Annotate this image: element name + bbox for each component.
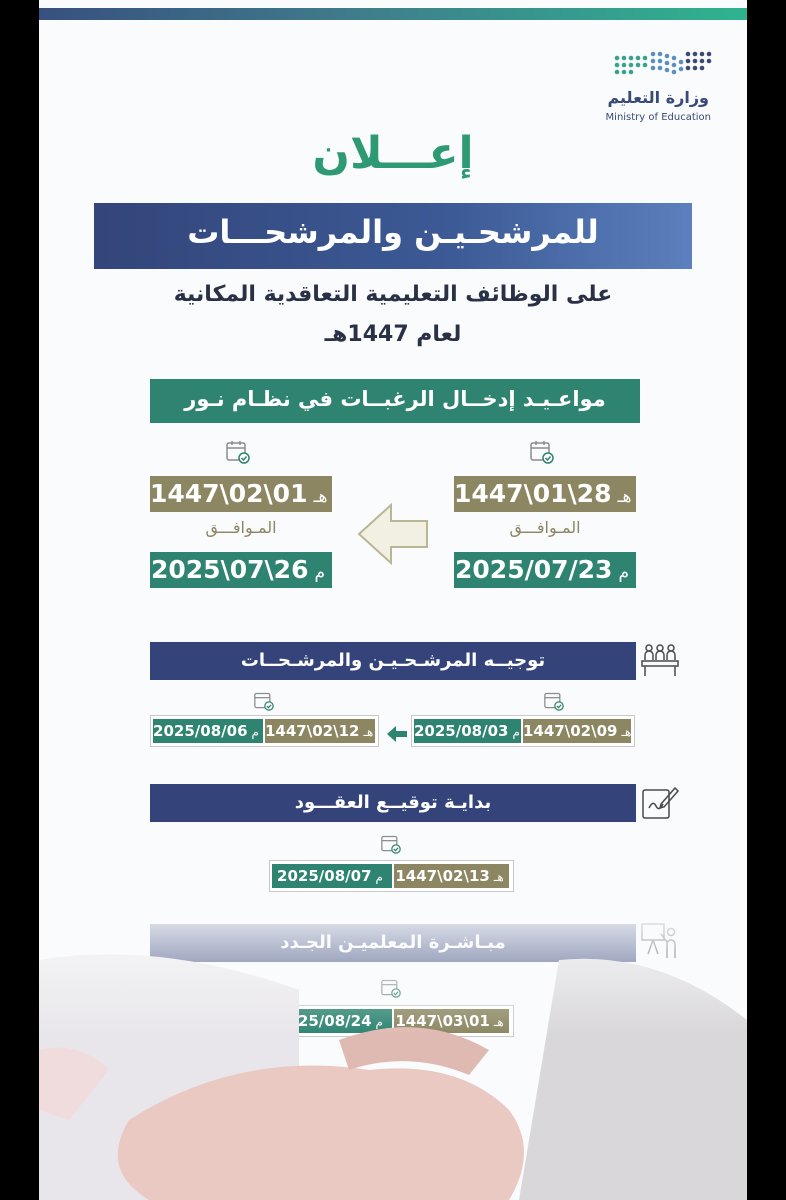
subtitle-line-2: لعام 1447هـ [324,322,462,347]
guidance-end-gregorian [153,719,263,743]
calendar-icon [226,440,250,464]
calendar-icon [381,834,401,854]
meeting-people-icon [639,640,681,680]
logo-dots-icon [613,48,713,82]
hijri-date: 12\02\1447 [265,722,360,740]
gregorian-date: 2025/08/07 [277,867,372,885]
hijri-unit: هـ [617,487,632,507]
calendar-icon [544,691,564,711]
hijri-unit: هـ [621,725,632,739]
nour-start-gregorian [454,552,636,588]
subtitle-line-1: على الوظائف التعليمية التعاقدية المكانية [173,282,613,307]
gregorian-unit: م [314,563,325,583]
corresponding-label: المـوافـــق [205,518,277,537]
gregorian-unit: م [251,725,259,739]
guidance-title [150,642,636,680]
announcement-page [39,0,747,1200]
gregorian-date: 26\07\2025 [151,555,309,584]
guidance-start-gregorian [414,719,521,743]
background-hands-image [39,900,747,1200]
contracts-title [150,784,636,822]
nour-title-text: مواعـيـد إدخــال الرغبــات في نظـام نـور [184,387,606,411]
banner-text: للمرشحـيـن والمرشحـــات [187,213,599,251]
hijri-unit: هـ [493,870,504,884]
gregorian-unit: م [512,725,520,739]
gregorian-date: 2025/07/23 [455,555,613,584]
nour-section-title [150,379,640,423]
guidance-start-hijri [523,719,631,743]
calendar-icon [530,440,554,464]
guidance-title-text: توجيــه المرشـحـيـن والمرشـحــات [240,650,546,671]
hijri-date: 28\01\1447 [454,479,612,508]
corresponding-label: المـوافـــق [509,518,581,537]
logo-arabic-text: وزارة التعليم [607,88,709,107]
gregorian-date: 2025/08/03 [414,722,509,740]
arrow-left-icon [387,726,407,742]
top-gradient-bar [39,8,747,20]
hijri-date: 01\02\1447 [150,479,308,508]
signing-icon [639,782,681,822]
gregorian-unit: م [618,563,629,583]
hijri-date: 13\02\1447 [395,867,490,885]
contracts-title-text: بدايـة توقيــع العقـــود [294,792,492,813]
contracts-gregorian [272,864,392,888]
contracts-hijri [394,864,509,888]
hijri-date: 09\02\1447 [523,722,618,740]
hijri-unit: هـ [363,725,374,739]
logo-english-text: Ministry of Education [605,112,711,123]
calendar-icon [254,691,274,711]
headline: إعـــلان [312,128,474,179]
gregorian-unit: م [375,870,383,884]
nour-end-gregorian [150,552,332,588]
title-banner [94,203,692,269]
guidance-end-hijri [265,719,375,743]
nour-end-hijri [150,476,332,512]
ministry-logo [607,48,713,128]
arrow-left-icon [357,503,429,565]
nour-start-hijri [454,476,636,512]
hijri-unit: هـ [313,487,328,507]
gregorian-date: 2025/08/06 [153,722,248,740]
